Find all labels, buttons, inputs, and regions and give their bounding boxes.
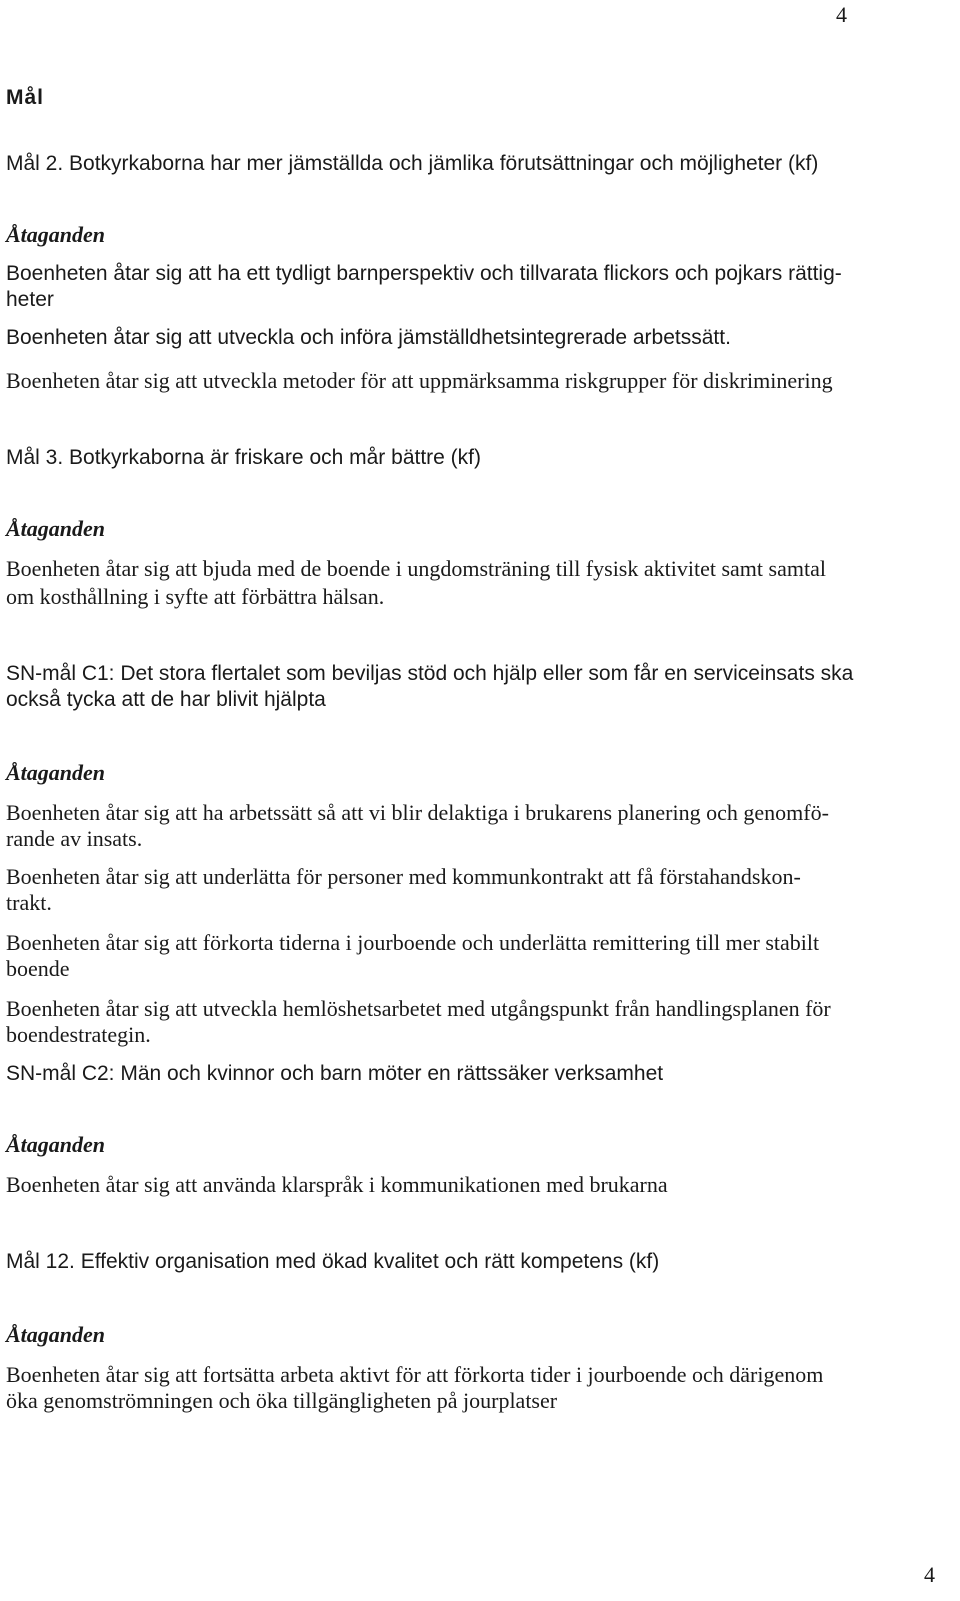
goal-3-item-1-cont: om kosthållning i syfte att förbättra hälsan.	[6, 584, 385, 609]
sn-c1-item-3: Boenheten åtar sig att förkorta tiderna i jourboende och underlätta remittering till mer stabilt	[6, 930, 820, 955]
goal-3-item-1: Boenheten åtar sig att bjuda med de boende i ungdomsträning till fysisk aktivitet samt samtal	[6, 556, 826, 581]
page-number-top: 4	[836, 2, 847, 27]
sn-c2-commitments-heading: Åtaganden	[6, 1132, 106, 1157]
goal-12-title: Mål 12. Effektiv organisation med ökad kvalitet och rätt kompetens (kf)	[6, 1250, 660, 1273]
goal-2-item-2: Boenheten åtar sig att utveckla och införa jämställdhetsintegrerade arbetssätt.	[6, 326, 731, 349]
section-title: Mål	[6, 86, 45, 109]
goal-12-item-1-cont: öka genomströmningen och öka tillgängligheten på jourplatser	[6, 1388, 558, 1413]
sn-c2-item-1: Boenheten åtar sig att använda klarspråk i kommunikationen med brukarna	[6, 1172, 668, 1197]
goal-2-item-1: Boenheten åtar sig att ha ett tydligt barnperspektiv och tillvarata flickors och pojkars rättig-	[6, 262, 842, 285]
goal-12-commitments-heading: Åtaganden	[6, 1322, 106, 1347]
goal-2-item-1-cont: heter	[6, 288, 54, 311]
goal-3-commitments-heading: Åtaganden	[6, 516, 106, 541]
goal-3-title: Mål 3. Botkyrkaborna är friskare och mår bättre (kf)	[6, 446, 481, 469]
goal-2-item-3: Boenheten åtar sig att utveckla metoder för att uppmärksamma riskgrupper för diskriminering	[6, 368, 833, 393]
sn-c1-title-line-1: SN-mål C1: Det stora flertalet som beviljas stöd och hjälp eller som får en serviceinsats ska	[6, 662, 854, 685]
sn-c1-item-1-cont: rande av insats.	[6, 826, 143, 851]
sn-c1-item-2-cont: trakt.	[6, 890, 52, 915]
goal-2-commitments-heading: Åtaganden	[6, 222, 106, 247]
goal-12-item-1: Boenheten åtar sig att fortsätta arbeta aktivt för att förkorta tider i jourboende och därigenom	[6, 1362, 824, 1387]
sn-c1-item-2: Boenheten åtar sig att underlätta för personer med kommunkontrakt att få förstahandskon-	[6, 864, 801, 889]
sn-c1-item-1: Boenheten åtar sig att ha arbetssätt så att vi blir delaktiga i brukarens planering och genomfö-	[6, 800, 829, 825]
sn-c1-commitments-heading: Åtaganden	[6, 760, 106, 785]
page-number-bottom: 4	[924, 1562, 935, 1587]
sn-c2-title: SN-mål C2: Män och kvinnor och barn möter en rättssäker verksamhet	[6, 1062, 664, 1085]
sn-c1-item-4-cont: boendestrategin.	[6, 1022, 151, 1047]
sn-c1-item-4: Boenheten åtar sig att utveckla hemlöshetsarbetet med utgångspunkt från handlingsplanen för	[6, 996, 831, 1021]
goal-2-title: Mål 2. Botkyrkaborna har mer jämställda och jämlika förutsättningar och möjligheter (kf)	[6, 152, 819, 175]
sn-c1-title-line-2: också tycka att de har blivit hjälpta	[6, 688, 326, 711]
sn-c1-item-3-cont: boende	[6, 956, 70, 981]
